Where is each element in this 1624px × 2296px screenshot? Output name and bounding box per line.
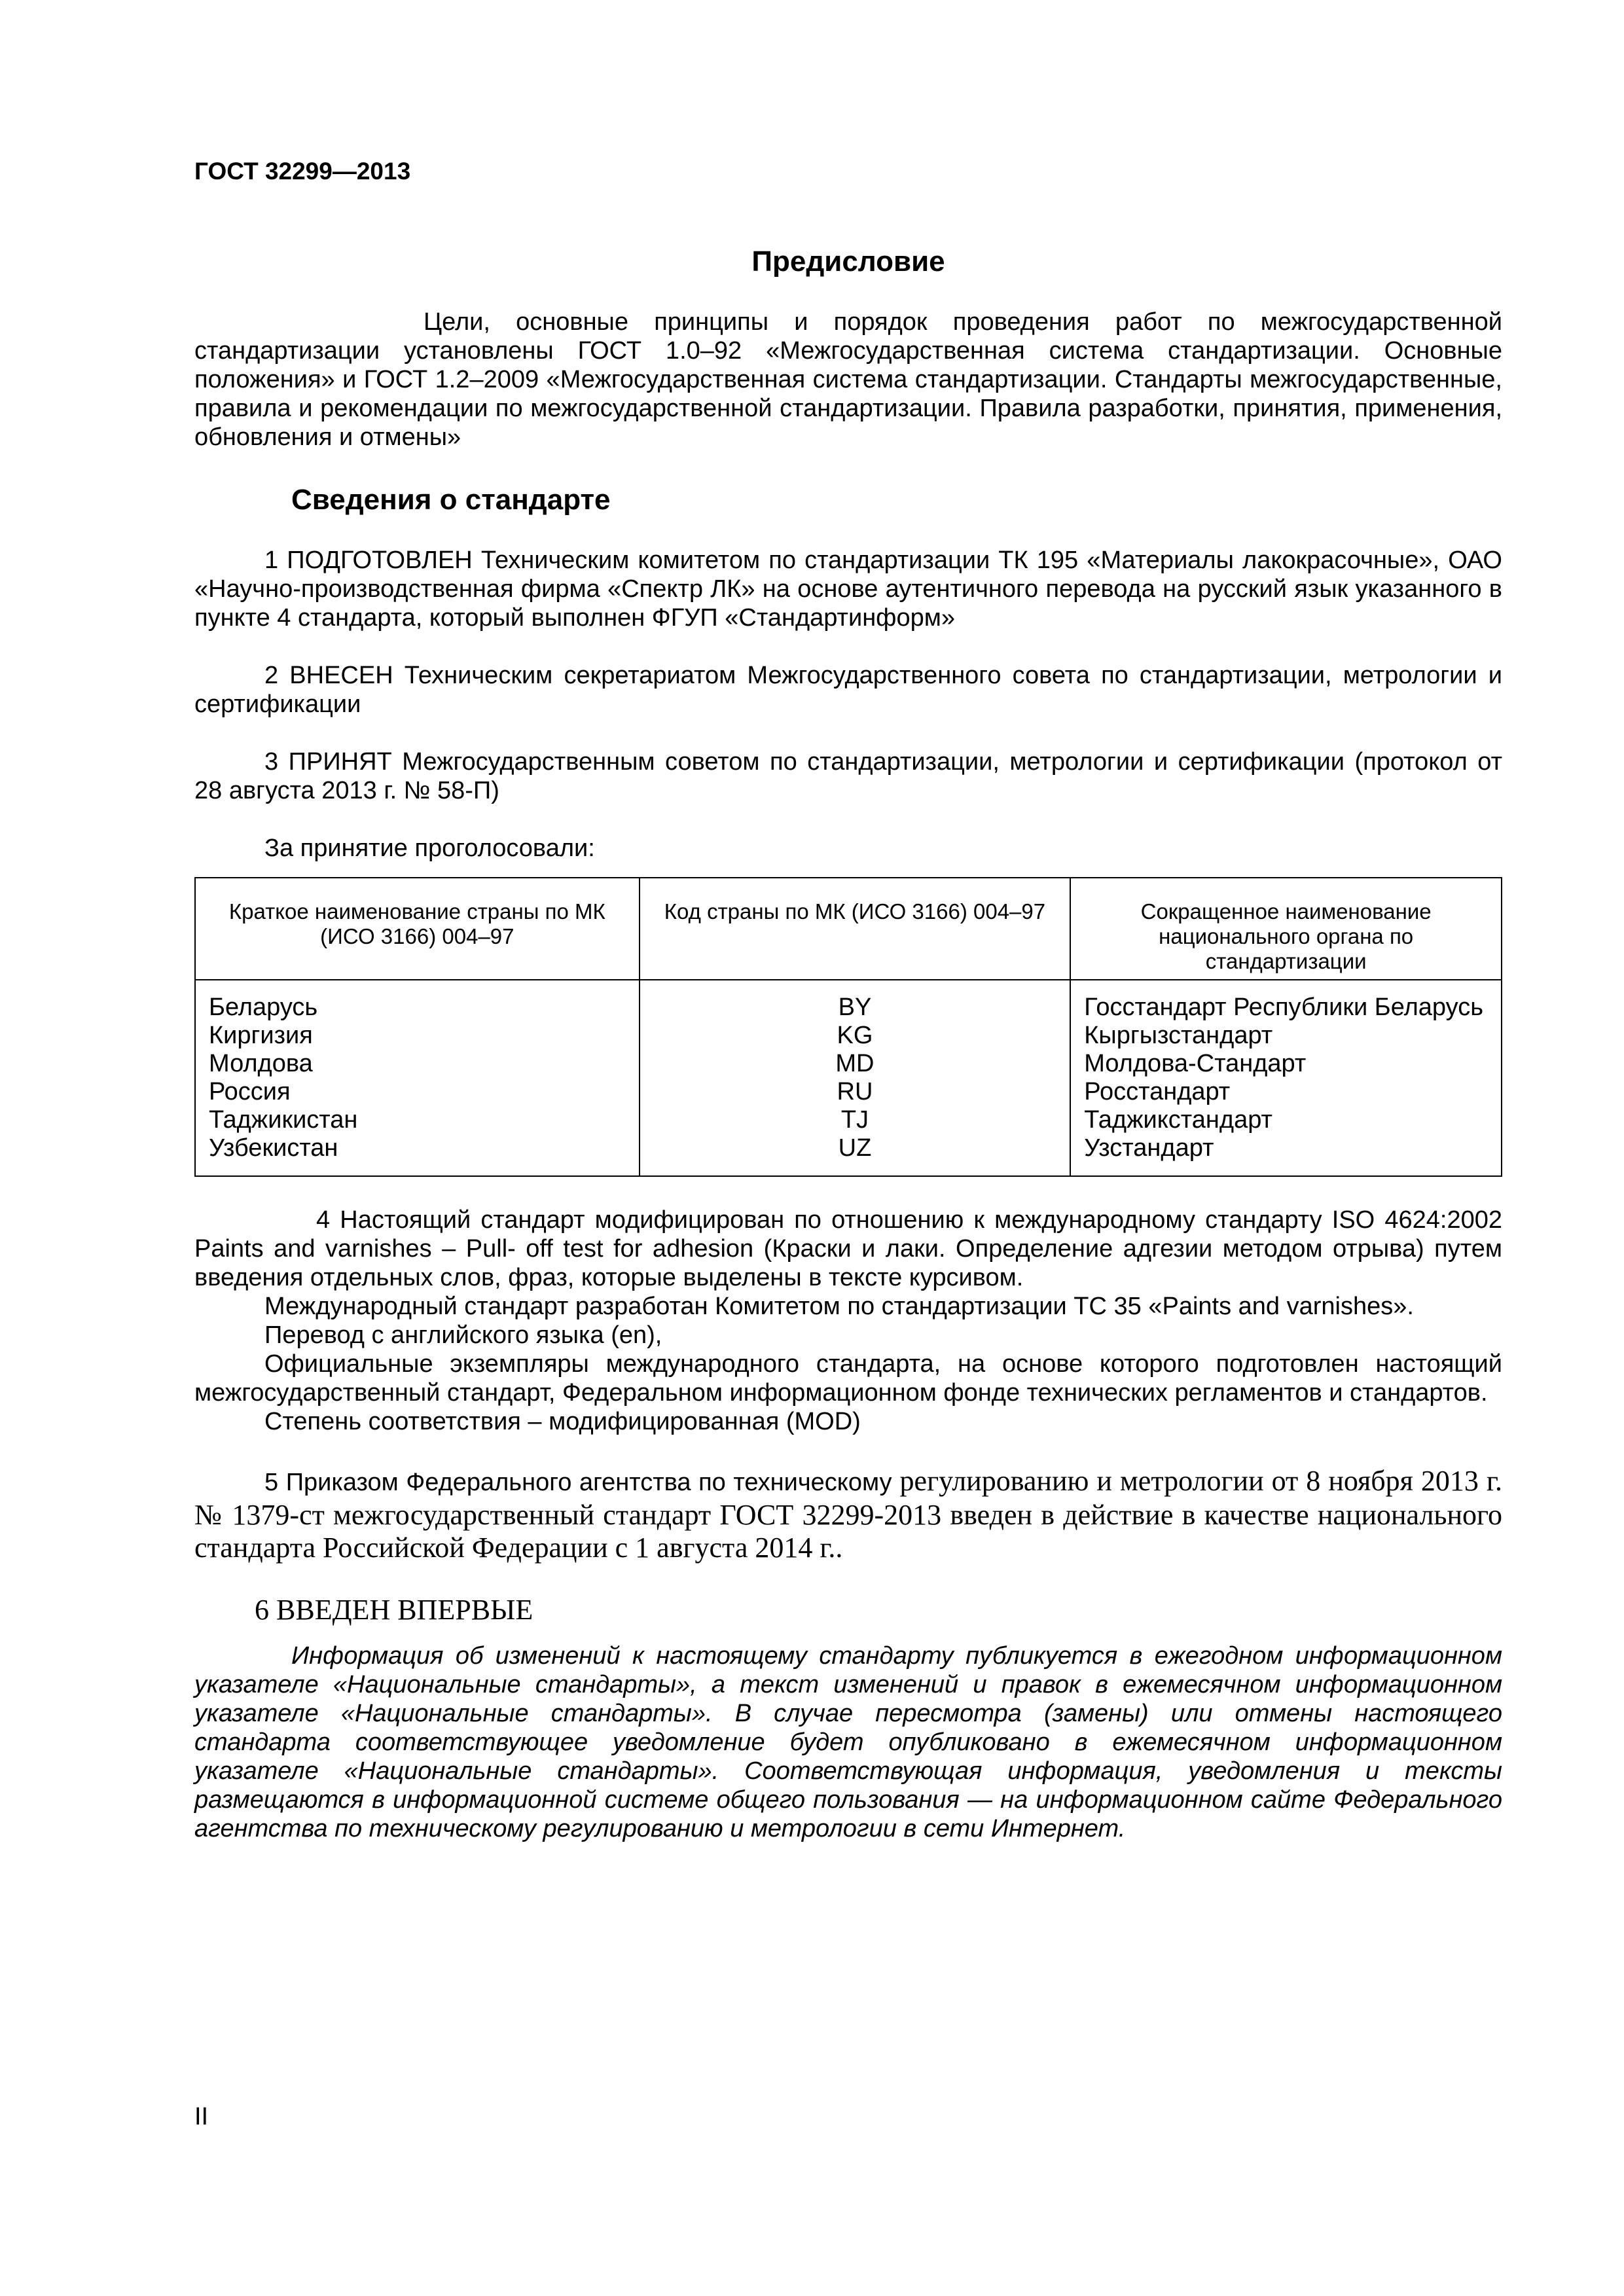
country-cell: Киргизия <box>195 1022 640 1050</box>
body-cell: Госстандарт Республики Беларусь <box>1070 980 1502 1022</box>
header-national-body: Сокращенное наименование национального органа по стандартизации <box>1070 878 1502 980</box>
item-5-sans-part: 5 Приказом Федерального агентства по техническому <box>264 1469 892 1496</box>
foreword-title: Предисловие <box>751 245 945 278</box>
document-id: ГОСТ 32299—2013 <box>194 158 411 185</box>
item-4-official-copies: Официальные экземпляры международного стандарта, на основе которого подготовлен настоящий межгосударственный стандарт, Федеральном информационном фонде технических регламентов и стандартов. <box>194 1350 1502 1407</box>
table-header-row <box>195 878 1502 980</box>
table-row <box>195 1106 1502 1134</box>
country-cell: Россия <box>195 1078 640 1106</box>
table-row <box>195 1022 1502 1050</box>
item-3-adopted: 3 ПРИНЯТ Межгосударственным советом по стандартизации, метрологии и сертификации (протокол от 28 августа 2013 г. № 58-П) <box>194 748 1502 804</box>
item-6-information: Информация об изменений к настоящему стандарту публикуется в ежегодном информационном указателе «Национальные стандарты», а текст изменений и правок в ежемесячном информационном указателе «Национальные стандарты». В случае пересмотра (замены) или отмены настоящего стандарта соответствующее уведомление будет опубликовано в ежемесячном информационном указателе «Национальные стандарты». Соответствующая информация, уведомления и тексты размещаются в информационной системе общего пользования — на информационном сайте Федерального агентства по техническому регулированию и метрологии в сети Интернет. <box>194 1642 1502 1842</box>
country-cell: Молдова <box>195 1050 640 1078</box>
item-4-modification: 4 Настоящий стандарт модифицирован по отношению к международному стандарту ISO 4624:2002 Paints and varnishes – Pull- off test for adhesion (Краски и лаки. Определение адгезии методом отрыва) путем введения отдельных слов, фраз, которые выделены в тексте курсивом. <box>194 1206 1502 1291</box>
item-5-order <box>194 1465 1502 1564</box>
item-5-serif-part: регулированию и метрологии от 8 ноября 2013 г. № 1379-ст межгосударственный стандарт ГОСТ 32299-2013 введен в действие в качестве национального стандарта Российской Федерации с 1 августа 2014 г.. <box>194 1465 1502 1564</box>
code-cell: BY <box>640 980 1071 1022</box>
country-cell: Таджикистан <box>195 1106 640 1134</box>
standard-info-title: Сведения о стандарте <box>291 484 611 516</box>
page-content <box>194 157 1502 1843</box>
code-cell: KG <box>640 1022 1071 1050</box>
item-4-committee: Международный стандарт разработан Комитетом по стандартизации ТС 35 «Paints and varnishes». <box>264 1293 1414 1320</box>
header-country-name: Краткое наименование страны по МК (ИСО 3166) 004–97 <box>195 878 640 980</box>
body-cell: Узстандарт <box>1070 1134 1502 1176</box>
code-cell: UZ <box>640 1134 1071 1176</box>
table-row <box>195 1078 1502 1106</box>
item-1-prepared: 1 ПОДГОТОВЛЕН Техническим комитетом по стандартизации ТК 195 «Материалы лакокрасочные», ОАО «Научно-производственная фирма «Спектр ЛК» на основе аутентичного перевода на русский язык указанного в пункте 4 стандарта, который выполнен ФГУП «Стандартинформ» <box>194 547 1502 632</box>
voting-countries-table <box>194 877 1502 1177</box>
code-cell: MD <box>640 1050 1071 1078</box>
body-cell: Росстандарт <box>1070 1078 1502 1106</box>
country-cell: Беларусь <box>195 980 640 1022</box>
country-cell: Узбекистан <box>195 1134 640 1176</box>
item-2-introduced: 2 ВНЕСЕН Техническим секретариатом Межгосударственного совета по стандартизации, метрологии и сертификации <box>194 662 1502 718</box>
page-number: II <box>194 2103 209 2130</box>
table-row <box>195 1050 1502 1078</box>
code-cell: TJ <box>640 1106 1071 1134</box>
body-cell: Молдова-Стандарт <box>1070 1050 1502 1078</box>
header-country-code: Код страны по МК (ИСО 3166) 004–97 <box>640 878 1071 980</box>
table-row <box>195 980 1502 1022</box>
table-row <box>195 1134 1502 1176</box>
body-cell: Кыргызстандарт <box>1070 1022 1502 1050</box>
foreword-text: Цели, основные принципы и порядок проведения работ по межгосударственной стандартизации установлены ГОСТ 1.0–92 «Межгосударственная система стандартизации. Основные положения» и ГОСТ 1.2–2009 «Межгосударственная система стандартизации. Стандарты межгосударственные, правила и рекомендации по межгосударственной стандартизации. Правила разработки, принятия, применения, обновления и отмены» <box>194 308 1502 451</box>
item-6-title: 6 ВВЕДЕН ВПЕРВЫЕ <box>255 1594 533 1626</box>
vote-intro: За принятие проголосовали: <box>264 834 595 862</box>
code-cell: RU <box>640 1078 1071 1106</box>
item-4-conformity: Степень соответствия – модифицированная (MOD) <box>264 1408 861 1435</box>
item-4-translation: Перевод с английского языка (en), <box>264 1321 662 1349</box>
body-cell: Таджикстандарт <box>1070 1106 1502 1134</box>
